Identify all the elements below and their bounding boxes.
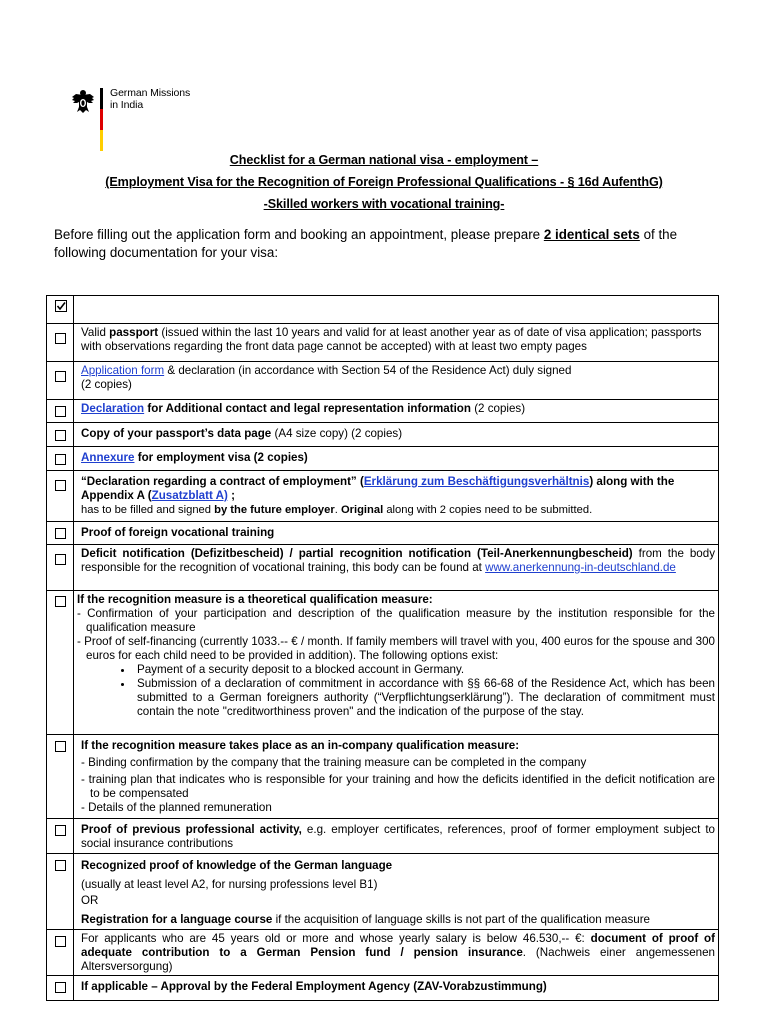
contract-bold-4: by the future employer <box>214 504 335 516</box>
theoretical-bold: If the recognition measure is a theoretical qualification measure: <box>77 593 433 606</box>
flag-stripe <box>100 88 103 151</box>
contract-bold-5: Original <box>340 504 384 516</box>
application-form-link[interactable]: Application form <box>81 364 165 377</box>
language-course-bold: Registration for a language course <box>81 913 273 926</box>
item-pension <box>74 930 719 976</box>
contract-zusatzblatt-link[interactable]: Zusatzblatt A) <box>151 489 228 502</box>
application-text: & declaration (in accordance with Section 54 of the Residence Act) duly signed <box>164 364 572 377</box>
row-language <box>47 854 719 930</box>
checkbox-language[interactable] <box>55 860 66 871</box>
title-line-2: (Employment Visa for the Recognition of Foreign Professional Qualifications - § 16d AufenthG) <box>105 175 663 189</box>
checked-box-icon <box>55 300 67 312</box>
checkbox-cell <box>47 362 74 400</box>
incompany-bold: If the recognition measure takes place as an in-company qualification measure: <box>81 739 520 752</box>
checkbox-cell <box>47 854 74 930</box>
german-missions-logo <box>70 86 210 150</box>
language-course-text: if the acquisition of language skills is not part of the qualification measure <box>272 913 651 926</box>
incompany-dash-3: - Details of the planned remuneration <box>81 801 272 814</box>
intro-paragraph <box>54 226 718 262</box>
row-pension <box>47 930 719 976</box>
bullet-blocked-account: • Payment of a security deposit to a blocked account in Germany. <box>134 663 715 677</box>
contract-text-3: along with 2 copies need to be submitted. <box>383 504 593 516</box>
row-vocational <box>47 522 719 545</box>
intro-after: of the following documentation for your visa: <box>54 227 678 260</box>
row-annexure <box>47 447 719 471</box>
row-passport <box>47 324 719 362</box>
row-incompany <box>47 735 719 819</box>
item-theoretical <box>74 591 719 735</box>
checklist-table <box>46 295 719 1001</box>
row-zav <box>47 976 719 1001</box>
checkbox-passport[interactable] <box>55 333 66 344</box>
item-passport <box>74 324 719 362</box>
checkbox-deficit[interactable] <box>55 554 66 565</box>
flag-gold <box>100 130 103 151</box>
checkbox-cell <box>47 471 74 522</box>
incompany-dash-2: - training plan that indicates who is responsible for your training and how the deficits identified in the deficit notification are to be compensated <box>81 773 715 800</box>
checkbox-header-cell <box>47 296 74 324</box>
row-application <box>47 362 719 400</box>
checkbox-cell <box>47 423 74 447</box>
contract-bold-1: “Declaration regarding a contract of employment” ( <box>81 475 364 488</box>
declaration-text: (2 copies) <box>470 402 526 415</box>
pension-bold: document of proof of adequate contribution to a German Pension fund / pension insurance <box>81 932 715 959</box>
checkbox-datapage[interactable] <box>55 430 66 441</box>
intro-highlight: 2 identical sets <box>543 227 640 242</box>
flag-black <box>100 88 103 109</box>
checkbox-cell <box>47 976 74 1001</box>
row-theoretical <box>47 591 719 735</box>
theoretical-dash-2: - Proof of self-financing (currently 1033.-- € / month. If family members will travel with you, 400 euros for the spouse and 300 euros for each child need to be provided in addition). The following options exist: <box>77 635 715 662</box>
theoretical-dash-1: - Confirmation of your participation and description of the qualification measure by the institution responsible for the qualification measure <box>77 607 715 634</box>
intro-before: Before filling out the application form and booking an appointment, please prepare <box>54 227 544 242</box>
logo-text <box>110 87 190 111</box>
checkbox-contract[interactable] <box>55 480 66 491</box>
checkbox-theoretical[interactable] <box>55 596 66 607</box>
item-zav <box>74 976 719 1001</box>
item-vocational <box>74 522 719 545</box>
item-incompany <box>74 735 719 819</box>
item-datapage <box>74 423 719 447</box>
checkbox-zav[interactable] <box>55 982 66 993</box>
checkbox-cell <box>47 324 74 362</box>
vocational-bold: Proof of foreign vocational training <box>81 526 275 539</box>
datapage-bold: Copy of your passport’s data page <box>81 427 272 440</box>
contract-bold-3: ; <box>227 489 235 502</box>
checkbox-vocational[interactable] <box>55 528 66 539</box>
professional-text: e.g. employer certificates, references, proof of former employment subject to social insurance contributions <box>81 823 715 850</box>
passport-bold: passport <box>109 326 159 339</box>
checkbox-incompany[interactable] <box>55 741 66 752</box>
language-or: OR <box>81 894 99 907</box>
zav-bold: If applicable – Approval by the Federal Employment Agency (ZAV-Vorabzustimmung) <box>81 980 547 993</box>
incompany-dash-1: - Binding confirmation by the company that the training measure can be completed in the company <box>81 756 587 769</box>
row-declaration <box>47 400 719 423</box>
annexure-bold: for employment visa (2 copies) <box>134 451 308 464</box>
item-language <box>74 854 719 930</box>
professional-bold: Proof of previous professional activity, <box>81 823 302 836</box>
row-datapage <box>47 423 719 447</box>
application-copies: (2 copies) <box>81 378 132 391</box>
federal-eagle-icon <box>70 88 96 114</box>
checkbox-cell <box>47 545 74 591</box>
contract-erklaerung-link[interactable]: Erklärung zum Beschäftigungsverhältnis <box>363 475 590 488</box>
item-contract <box>74 471 719 522</box>
declaration-link[interactable]: Declaration <box>81 402 145 415</box>
title-line-3: -Skilled workers with vocational training- <box>263 197 505 211</box>
anerkennung-link[interactable]: www.anerkennung-in-deutschland.de <box>485 561 676 574</box>
language-level: (usually at least level A2, for nursing professions level B1) <box>81 878 378 891</box>
title-line-1: Checklist for a German national visa - employment – <box>229 153 539 167</box>
checkbox-annexure[interactable] <box>55 454 66 465</box>
org-line-2: in India <box>110 99 144 111</box>
row-professional <box>47 819 719 854</box>
checkbox-cell <box>47 819 74 854</box>
pension-text-1: For applicants who are 45 years old or more and whose yearly salary is below 46.530,-- €: <box>81 932 591 945</box>
checkbox-cell <box>47 930 74 976</box>
theoretical-bullets <box>77 663 715 719</box>
datapage-text: (A4 size copy) (2 copies) <box>271 427 403 440</box>
contract-text-1: has to be filled and signed <box>81 504 215 516</box>
header-row <box>47 296 719 324</box>
row-contract <box>47 471 719 522</box>
org-line-1: German Missions <box>110 87 191 99</box>
passport-text-1: Valid <box>81 326 110 339</box>
item-annexure <box>74 447 719 471</box>
item-deficit <box>74 545 719 591</box>
language-course-line <box>81 912 715 928</box>
declaration-bold: for Additional contact and legal representation information <box>144 402 471 415</box>
passport-text-2: (issued within the last 10 years and valid for at least another year as of date of visa application; passports with observations regarding the front data page cannot be accepted) with at least two empty pages <box>81 326 702 353</box>
header-text-cell <box>74 296 719 324</box>
language-bold: Recognized proof of knowledge of the German language <box>81 859 393 872</box>
deficit-text: from the body responsible for the recognition of vocational training, this body can be found at <box>81 547 715 574</box>
item-declaration <box>74 400 719 423</box>
item-application <box>74 362 719 400</box>
checkbox-declaration[interactable] <box>55 406 66 417</box>
flag-red <box>100 109 103 130</box>
pension-text-2: . (Nachweis einer angemessenen Altersversorgung) <box>81 946 715 973</box>
row-deficit <box>47 545 719 591</box>
checkbox-application[interactable] <box>55 371 66 382</box>
contract-bold-2: ) along with the Appendix A ( <box>81 475 675 502</box>
bullet-declaration-commitment: • Submission of a declaration of commitment in accordance with §§ 66-68 of the Residence Act, which has been submitted to a German foreigners authority (“Verpflichtungserklärung”). The declaration of commitment must contain the note "creditworthiness proven" and the indication of the purpose of the stay. <box>134 677 715 719</box>
checkbox-cell <box>47 400 74 423</box>
checkbox-pension[interactable] <box>55 936 66 947</box>
deficit-bold: Deficit notification (Defizitbescheid) / partial recognition notification (Teil-Anerkennungbescheid) <box>81 547 633 560</box>
contract-text-2: . <box>334 504 341 516</box>
checkbox-cell <box>47 735 74 819</box>
checkbox-cell <box>47 447 74 471</box>
item-professional <box>74 819 719 854</box>
contract-line-2 <box>81 504 592 516</box>
checkbox-professional[interactable] <box>55 825 66 836</box>
annexure-link[interactable]: Annexure <box>81 451 135 464</box>
checkbox-cell <box>47 522 74 545</box>
checkbox-cell <box>47 591 74 735</box>
